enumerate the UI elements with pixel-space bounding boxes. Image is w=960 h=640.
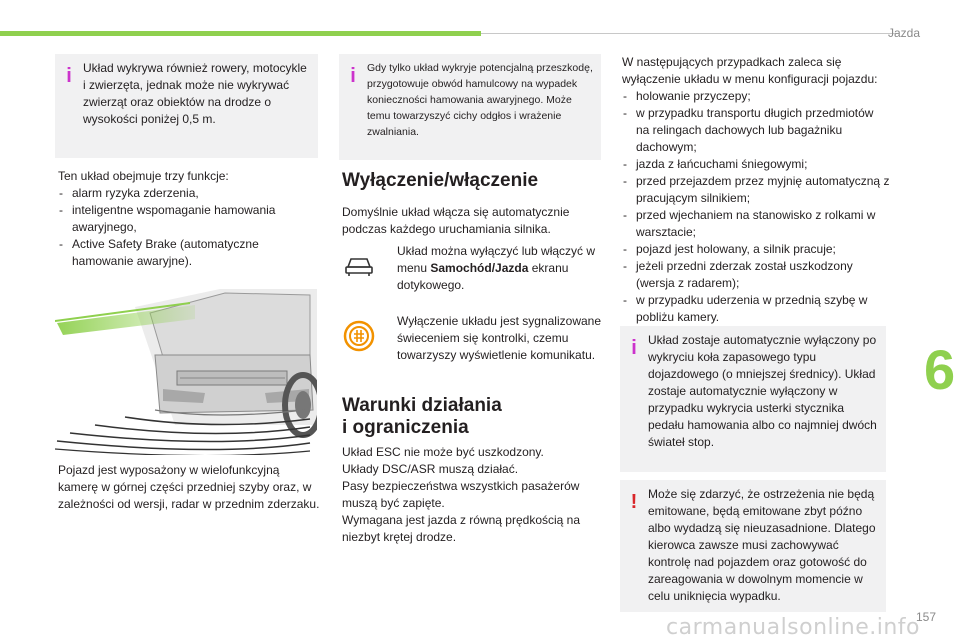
list-item: - przed przejazdem przez myjnię automatyczną z pracującym silnikiem; (622, 173, 890, 207)
list-item: - w przypadku transportu długich przedmiotów na relingach dachowych lub bagażniku dachowym; (622, 105, 890, 156)
info-text: Układ wykrywa również rowery, motocykle i zwierzęta, jednak może nie wykrywać zwierząt oraz obiektów na drodze o wysokości poniżej 0,5 m. (83, 61, 307, 126)
condition-line: Układy DSC/ASR muszą działać. (342, 462, 519, 476)
list-item: - holowanie przyczepy; (622, 88, 890, 105)
equipment-text: Pojazd jest wyposażony w wielofunkcyjną kamerę w górnej części przedniej szyby oraz, w zależności od wersji, radar w przednim zderzaku. (58, 463, 320, 511)
header-rule (481, 33, 899, 34)
menu-text-pre: Układ można wyłączyć lub włączyć w menu (397, 244, 596, 275)
condition-line: Układ ESC nie może być uszkodzony. (342, 445, 544, 459)
list-item: - inteligentne wspomaganie hamowania awaryjnego, (58, 202, 313, 236)
conditions-text (342, 444, 600, 546)
cases-list (622, 88, 890, 326)
warning-text: Może się zdarzyć, że ostrzeżenia nie będą emitowane, będą emitowane zbyt późno albo wydadzą się nieuzasadnione. Dlatego kierowca zawsze musi zachowywać kontrolę nad pojazdem oraz gotowość do zareagowania w dowolnym momencie w celu uniknięcia wypadku. (648, 487, 876, 603)
menu-path: Samochód/Jazda (430, 261, 529, 275)
watermark: carmanualsonline.info (666, 615, 920, 640)
functions-list (58, 185, 313, 270)
info-box-auto-off (620, 326, 886, 472)
heading-on-off: Wyłączenie/włączenie (342, 170, 539, 191)
info-icon: i (350, 65, 356, 87)
heading-conditions-line2: i ograniczenia (342, 417, 469, 438)
car-settings-icon (342, 247, 376, 281)
warning-box (620, 480, 886, 612)
page-number: 157 (915, 610, 936, 624)
chapter-number: 6 (924, 338, 956, 401)
deactivation-cases (622, 54, 890, 326)
menu-text-post: ekranu dotykowego. (397, 261, 569, 292)
info-box-brake-prep (339, 54, 601, 160)
functions-section (58, 168, 313, 270)
list-item: - pojazd jest holowany, a silnik pracuje; (622, 241, 890, 258)
condition-line: Wymagana jest jazda z równą prędkością na niezbyt krętej drodze. (342, 513, 581, 544)
warning-icon: ! (630, 491, 638, 513)
info-text: Układ zostaje automatycznie wyłączony po wykryciu koła zapasowego typu dojazdowego (o mniejszej średnicy). Układ zostaje automatycznie wyłączony w przypadku wykrycia usterki stycznika pedału hamowania albo co najmniej dwóch świateł stop. (648, 333, 877, 449)
cases-intro: W następujących przypadkach zaleca się wyłączenie układu w menu konfiguracji pojazdu: (622, 55, 878, 86)
info-icon: i (631, 337, 637, 359)
list-item: - przed wjechaniem na stanowisko z rolkami w warsztacie; (622, 207, 890, 241)
list-item: - jeżeli przedni zderzak został uszkodzony (wersja z radarem); (622, 258, 890, 292)
warning-light-text: Wyłączenie układu jest sygnalizowane świeceniem się kontrolki, czemu towarzyszy wyświetlenie komunikatu. (397, 314, 601, 362)
car-illustration (55, 285, 317, 455)
list-item: - Active Safety Brake (automatyczne hamowanie awaryjne). (58, 236, 313, 270)
list-item: - jazda z łańcuchami śniegowymi; (622, 156, 890, 173)
condition-line: Pasy bezpieczeństwa wszystkich pasażerów muszą być zapięte. (342, 479, 580, 510)
list-item: - w przypadku uderzenia w przednią szybę w pobliżu kamery. (622, 292, 890, 326)
menu-text (397, 243, 627, 294)
default-text: Domyślnie układ włącza się automatycznie podczas każdego uruchamiania silnika. (342, 205, 570, 236)
info-text: Gdy tylko układ wykryje potencjalną przeszkodę, przygotowuje obwód hamulcowy na wypadek konieczności hamowania awaryjnego. Może temu towarzyszyć cichy odgłos i wrażenie zwalniania. (367, 62, 593, 138)
functions-intro: Ten układ obejmuje trzy funkcje: (58, 169, 229, 183)
list-item: - alarm ryzyka zderzenia, (58, 185, 313, 202)
heading-conditions-line1: Warunki działania (342, 395, 502, 416)
collision-warning-light-icon (342, 319, 376, 353)
section-title: Jazda (887, 26, 920, 40)
header-accent-bar (0, 31, 481, 36)
info-box-detection (55, 54, 318, 158)
heading-conditions (342, 395, 502, 439)
chapter-tab (916, 334, 960, 430)
info-icon: i (66, 65, 72, 87)
